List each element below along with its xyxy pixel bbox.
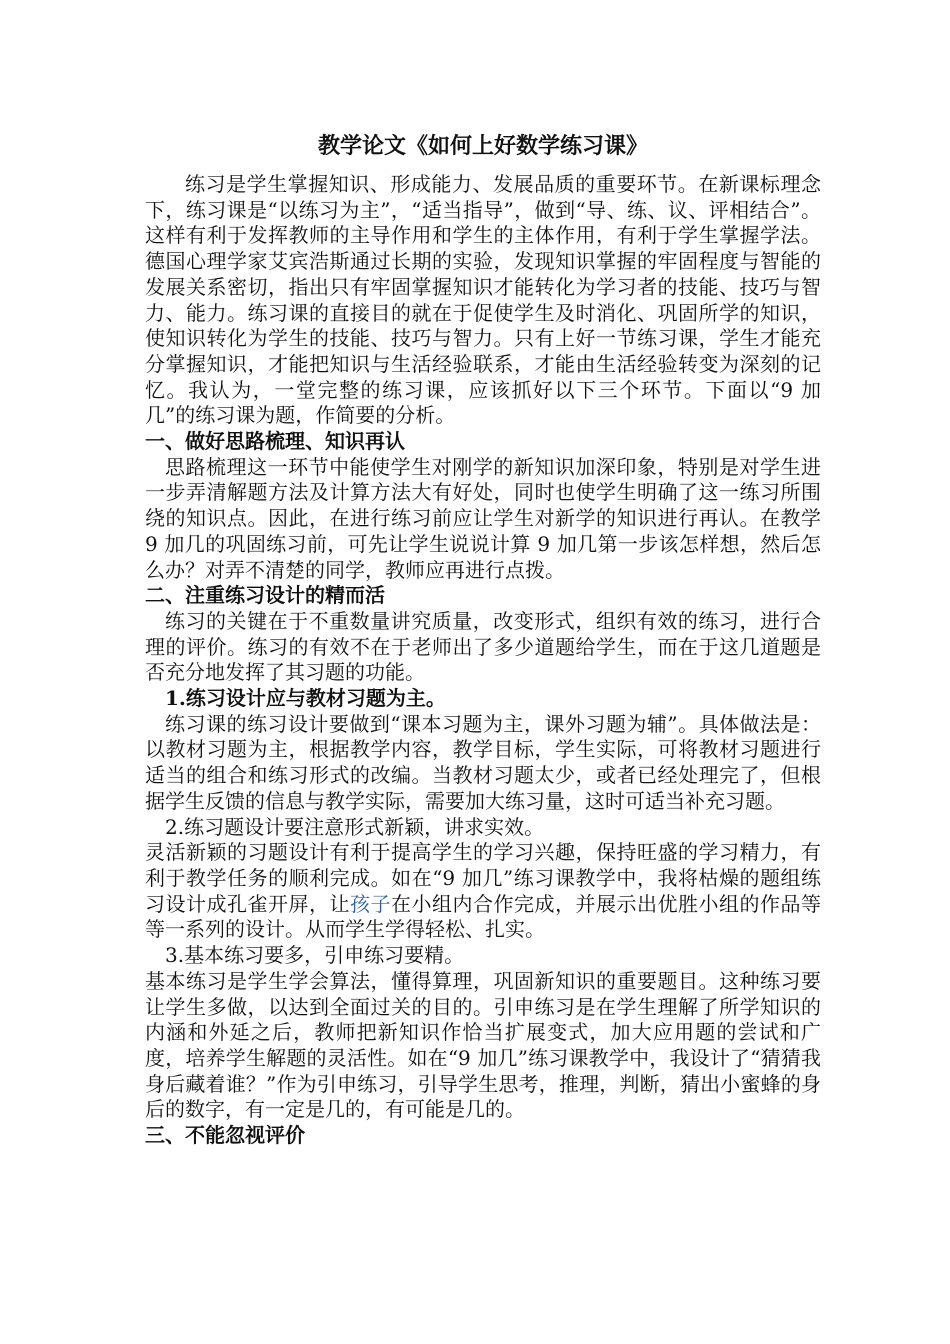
document-title: 教学论文《如何上好数学练习课》: [317, 133, 648, 159]
subsection-2-text-a: 灵活新颖的习题设计有利于提高学生的学习兴趣，保持旺盛的学习精力，有利于教学任务的顺利完成。如在“9 加几”练习课教学中，我将枯燥的题组练习设计成孔雀开屏，让: [145, 840, 821, 916]
subsection-3-heading: 3.基本练习要多，引申练习要精。: [165, 943, 465, 968]
intro-paragraph: 练习是学生掌握知识、形成能力、发展品质的重要环节。在新课标理念下，练习课是“以练习为主”，“适当指导”，做到“导、练、议、评相结合”。这样有利于发挥教师的主导作用和学生的主体作用，有利于学生掌握学法。德国心理学家艾宾浩斯通过长期的实验，发现知识掌握的牢固程度与智能的发展关系密切，指出只有牢固掌握知识才能转化为学习者的技能、技巧与智力、能力。练习课的直接目的就在于促使学生及时消化、巩固所学的知识，使知识转化为学生的技能、技巧与智力。只有上好一节练习课，学生才能充分掌握知识，才能把知识与生活经验联系，才能由生活经验转变为深刻的记忆。我认为，一堂完整的练习课，应该抓好以下三个环节。下面以“9 加几”的练习课为题，作简要的分析。: [145, 172, 821, 428]
child-link[interactable]: 孩子: [350, 891, 391, 916]
section-2-paragraph: 练习的关键在于不重数量讲究质量，改变形式，组织有效的练习，进行合理的评价。练习的有效不在于老师出了多少道题给学生，而在于这几道题是否充分地发挥了其习题的功能。: [145, 608, 821, 685]
subsection-2-text-b: 在小组内合作完成，并展示出优胜小组的作品等等一系列的设计。从而学生学得轻松、扎实。: [145, 891, 821, 942]
subsection-2-paragraph: [145, 840, 821, 943]
section-2-heading: 二、注重练习设计的精而活: [145, 583, 385, 608]
subsection-2-heading: 2.练习题设计要注意形式新颖，讲求实效。: [165, 814, 545, 839]
document-page: [145, 132, 821, 1149]
section-3-heading: 三、不能忽视评价: [145, 1123, 305, 1148]
subsection-1-paragraph: 练习课的练习设计要做到“课本习题为主，课外习题为辅”。具体做法是：以教材习题为主，根据教学内容，教学目标，学生实际，可将教材习题进行适当的组合和练习形式的改编。当教材习题太少，或者已经处理完了，但根据学生反馈的信息与教学实际，需要加大练习量，这时可适当补充习题。: [145, 711, 821, 813]
section-1-heading: 一、做好思路梳理、知识再认: [145, 429, 405, 454]
subsection-3-paragraph: 基本练习是学生学会算法，懂得算理，巩固新知识的重要题目。这种练习要让学生多做，以达到全面过关的目的。引申练习是在学生理解了所学知识的内涵和外延之后，教师把新知识作恰当扩展变式，加大应用题的尝试和广度，培养学生解题的灵活性。如在“9 加几”练习课教学中，我设计了“猜猜我身后藏着谁？”作为引申练习，引导学生思考，推理，判断，猜出小蜜蜂的身后的数字，有一定是几的，有可能是几的。: [145, 968, 821, 1122]
subsection-1-heading: 1.练习设计应与教材习题为主。: [165, 686, 446, 711]
section-1-paragraph: 思路梳理这一环节中能使学生对刚学的新知识加深印象，特别是对学生进一步弄清解题方法及计算方法大有好处，同时也使学生明确了这一练习所围绕的知识点。因此，在进行练习前应让学生对新学的知识进行再认。在教学 9 加几的巩固练习前，可先让学生说说计算 9 加几第一步该怎样想，然后怎么办？对弄不清楚的同学，教师应再进行点拨。: [145, 454, 821, 582]
